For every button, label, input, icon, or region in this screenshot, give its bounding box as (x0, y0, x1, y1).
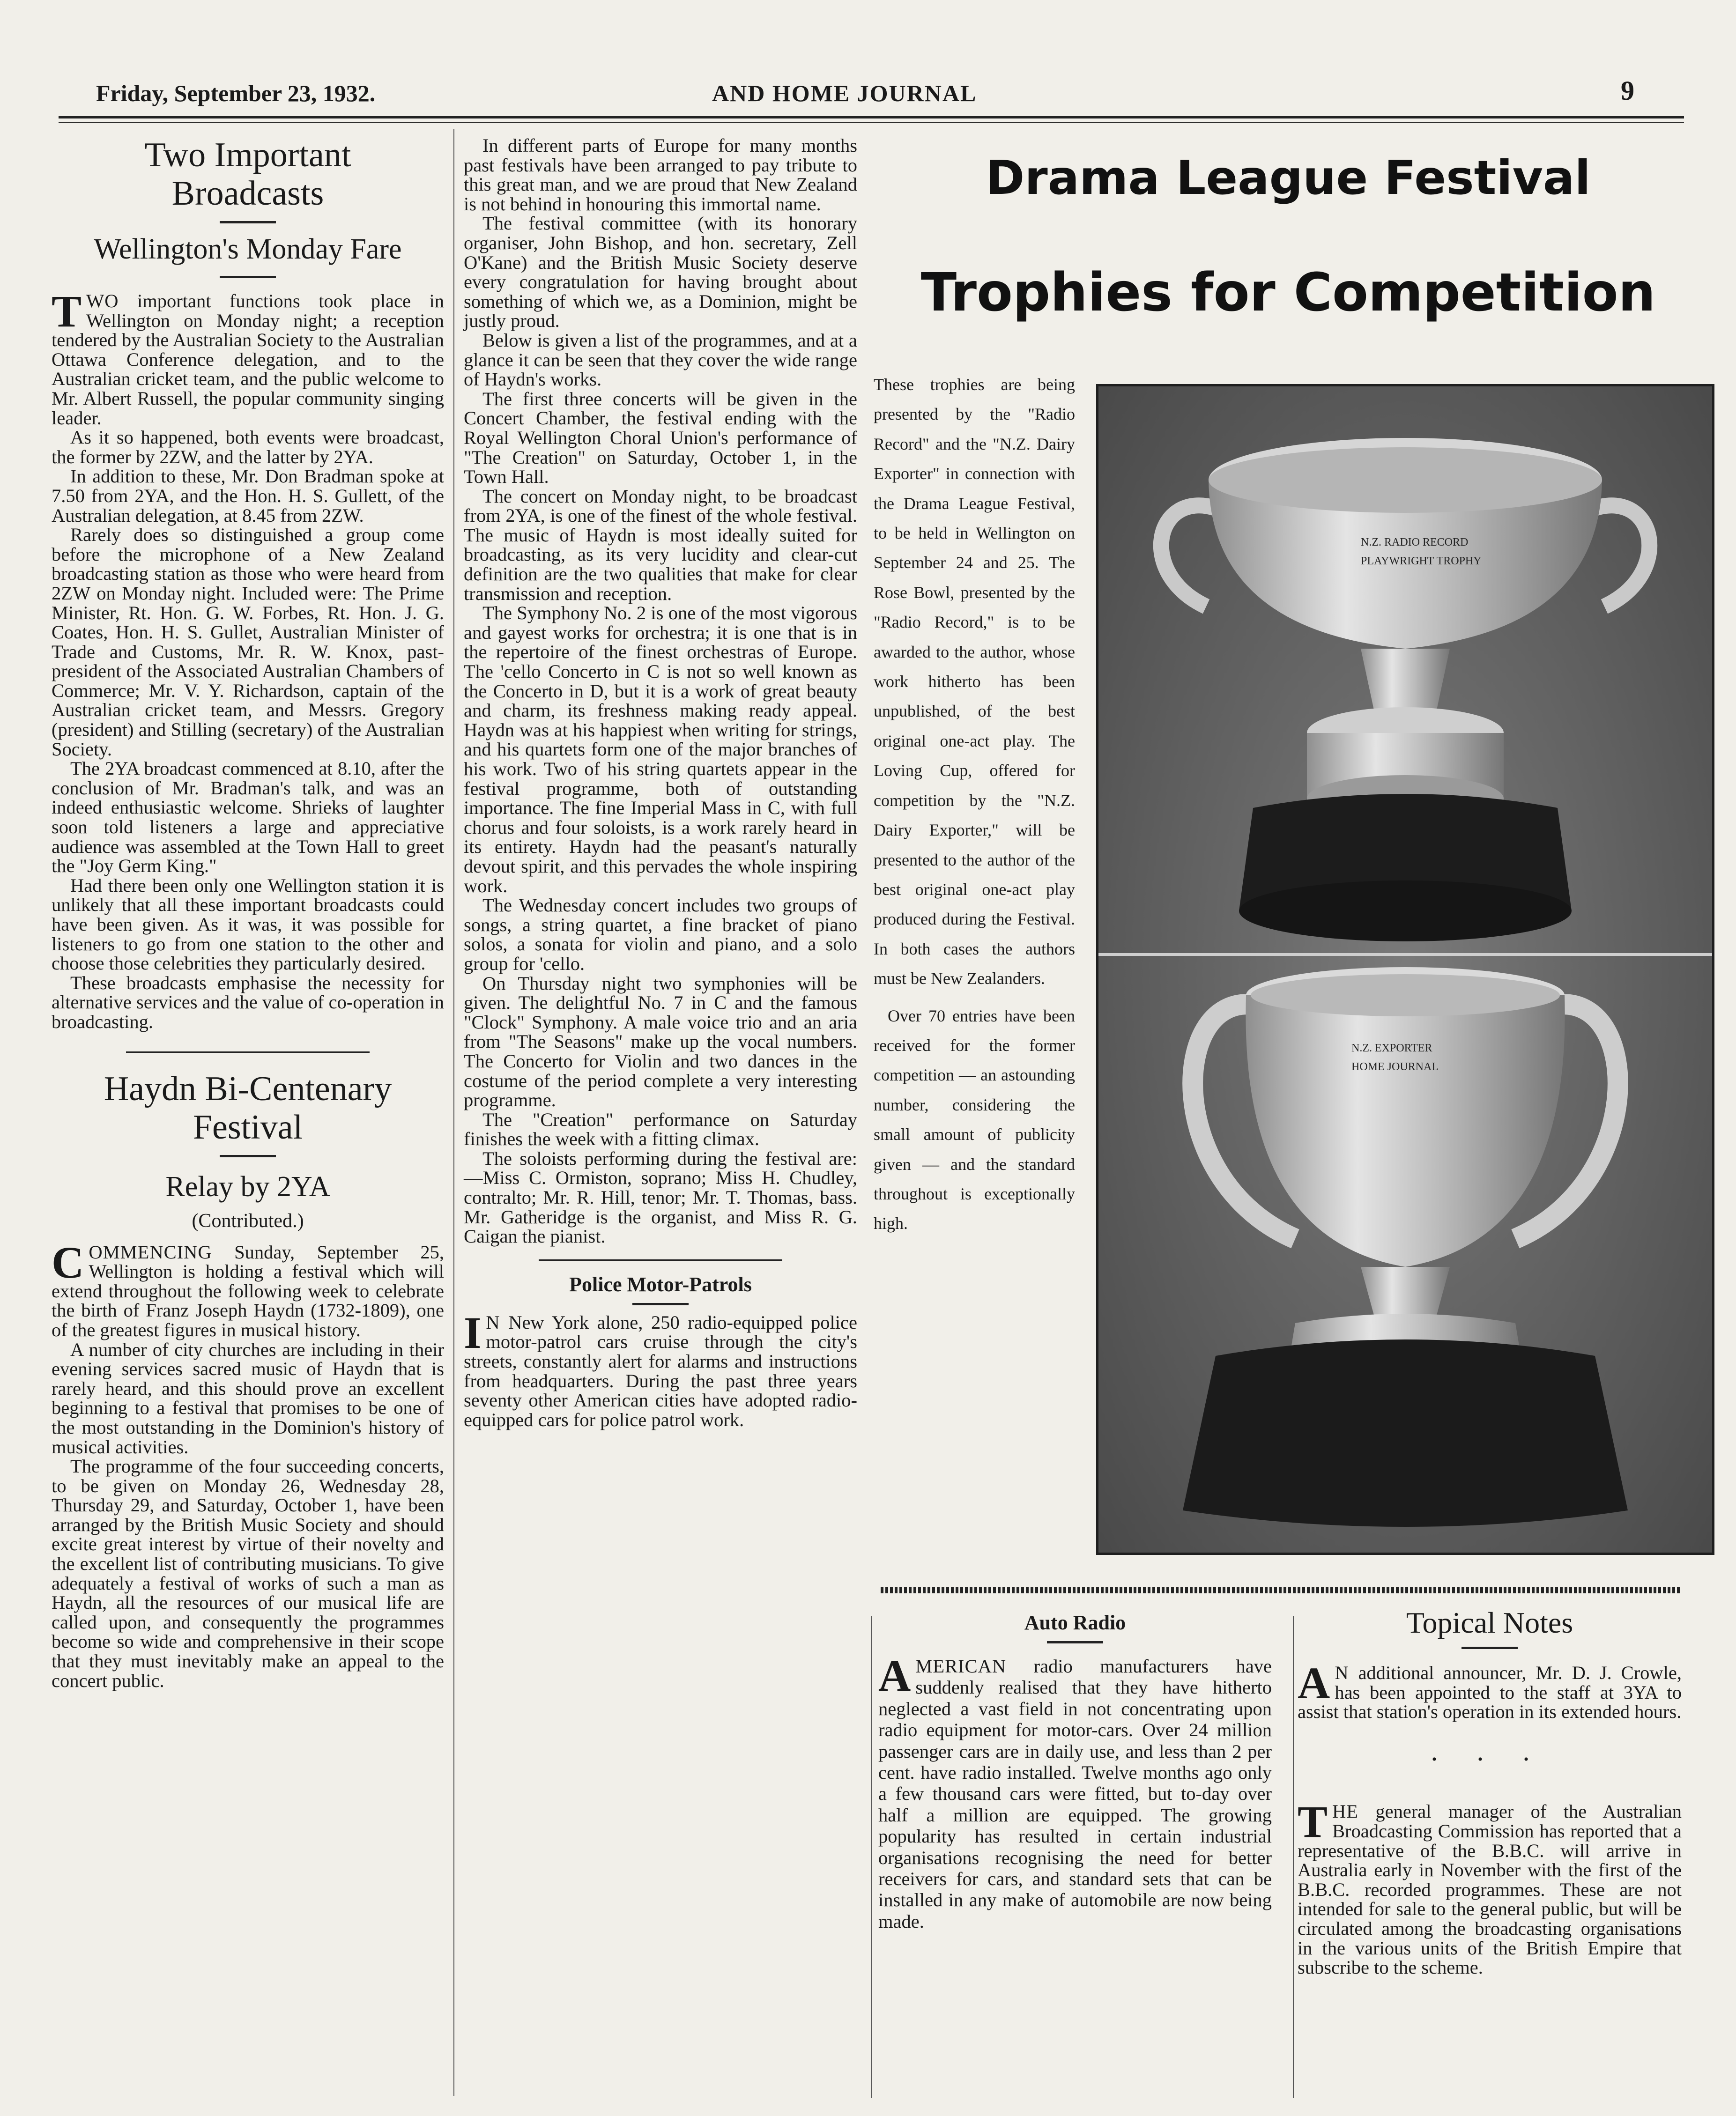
article-paragraph: COMMENCING Sunday, September 25, Wellington is holding a festival which will extend throughout the following week to celebrate the birth of Franz Joseph Haydn (1732-1809), one of the greatest figures in musical history. (52, 1237, 444, 1340)
drop-cap: A (878, 1650, 911, 1701)
masthead-rule (59, 116, 1684, 118)
title-rule (1047, 1641, 1103, 1643)
photo-divider (1098, 953, 1712, 956)
article-paragraph: The first three concerts will be given in the Concert Chamber, the festival ending with the Royal Wellington Choral Union's performance of "The Creation" on Saturday, October 1, in the Town Hall. (464, 388, 857, 488)
article-paragraph: In different parts of Europe for many months past festivals have been arranged to pay tribute to this great man, and we are proud that New Zealand is not behind in honouring this immortal name. (464, 135, 857, 215)
article-paragraph: I N New York alone, 250 radio-equipped police motor-patrol cars cruise through the city's streets, constantly alert for alarms and instructions from headquarters. During the past three years seventy other American cities have adopted radio-equipped cars for police patrol work. (464, 1307, 857, 1430)
article-paragraph: The Symphony No. 2 is one of the most vigorous and gayest works for orchestra; it is one that is in the repertoire of the finest orchestras of Europe. The 'cello Concerto in C is not so well known as the Concerto in D, but it is a work of great beauty and charm, its freshness making ready appeal. Haydn was at his happiest when writing for strings, and his quartets form one of the major branches of his work. Two of his string quartets appear in the festival programme, both of outstanding importance. The fine Imperial Mass in C, with full chorus and four soloists, is a work rarely heard in its entirety. Haydn had the peasant's naturally devout spirit, and this pervades the whole inspiring work. (464, 602, 857, 896)
article-paragraph: Had there been only one Wellington station it is unlikely that all these important broadcasts could have been given. As it was, it was possible for listeners to go from one station to the other and choose those celebrities they particularly desired. (52, 874, 444, 974)
article-paragraph: AMERICAN radio manufacturers have suddenly realised that they have hitherto neglected a vast field in not concentrating upon radio equipment for motor-cars. Over 24 million passenger cars are in daily use, and less than 2 per cent. have radio installed. Twelve months ago only a few thousand cars were fitted, but to-day over half a million are equipped. The growing popularity has resulted in certain industrial organisations recognising the need for better receivers for cars, and standard sets that can be installed in any make of automobile are now being made. (878, 1650, 1272, 1932)
drama-subtitle: Trophies for Competition (920, 262, 1656, 323)
section-rule (539, 1259, 782, 1261)
caption-paragraph: These trophies are being presented by the "Radio Record" and the "N.Z. Dairy Exporter" in connection with the Drama League Festival, to be held in Wellington on September 24 and 25. The Rose Bowl, presented by the "Radio Record," is to be awarded to the author, whose work hitherto has been unpublished, of the best original one-act play. The Loving Cup, offered for competition by the "N.Z. Dairy Exporter," will be presented to the author of the best original one-act play produced during the Festival. In both cases the authors must be New Zealanders. (874, 375, 1075, 988)
contributed-note: (Contributed.) (192, 1210, 304, 1232)
page-number: 9 (1621, 75, 1634, 106)
auto-radio-title: Auto Radio (1024, 1611, 1126, 1634)
column-divider (871, 1616, 872, 2098)
svg-text:PLAYWRIGHT TROPHY: PLAYWRIGHT TROPHY (1361, 555, 1482, 567)
article-paragraph: The "Creation" performance on Saturday finishes the week with a fitting climax. (464, 1109, 857, 1150)
title-rule (220, 1155, 276, 1157)
two-broadcasts-subtitle: Wellington's Monday Fare (94, 233, 402, 265)
note-separator: • • • (1432, 1751, 1548, 1767)
title-rule (220, 221, 276, 223)
drop-cap: T (1298, 1797, 1328, 1847)
auto-radio-article (878, 1611, 1272, 1932)
article-paragraph: The Wednesday concert includes two groups of songs, a string quartet, a fine bracket of piano solos, a sonata for violin and piano, and a solo group for 'cello. (464, 895, 857, 974)
article-paragraph: TWO important functions took place in Wellington on Monday night; a reception tendered by the Australian Society to the Australian Ottawa Conference delegation, and to the Australian cricket team, and the public welcome to Mr. Albert Russell, the popular community singing leader. (52, 286, 444, 429)
article-paragraph: As it so happened, both events were broadcast, the former by 2ZW, and the latter by 2YA. (52, 427, 444, 467)
section-hatched-rule (881, 1587, 1682, 1593)
column-two (464, 136, 857, 1429)
haydn-title: Haydn Bi-Centenary Festival (104, 1069, 392, 1147)
svg-text:HOME JOURNAL: HOME JOURNAL (1351, 1061, 1439, 1073)
column-divider (453, 129, 454, 2096)
topical-notes (1298, 1606, 1682, 1977)
article-paragraph: On Thursday night two symphonies will be given. The delightful No. 7 in C and the famous "Clock" Symphony. A male voice trio and an aria from "The Seasons" make up the vocal numbers. The Concerto for Violin and two dances in the costume of the period complete a very interesting programme. (464, 972, 857, 1111)
article-paragraph: In addition to these, Mr. Don Bradman spoke at 7.50 from 2YA, and the Hon. H. S. Gullett, of the Australian delegation, at 8.45 from 2ZW. (52, 466, 444, 526)
note-paragraph: A N additional announcer, Mr. D. J. Crowle, has been appointed to the staff at 3YA to assist that station's operation in its extended hours. (1298, 1658, 1682, 1723)
article-paragraph: Below is given a list of the programmes, and at a glance it can be seen that they cover the wide range of Haydn's works. (464, 329, 857, 390)
caption-paragraph: Over 70 entries have been received for the former competition — an astounding number, considering the small amount of publicity given — and the standard throughout is exceptionally high. (874, 1006, 1075, 1233)
svg-text:N.Z. RADIO RECORD: N.Z. RADIO RECORD (1361, 536, 1469, 548)
title-rule (632, 1303, 689, 1305)
journal-title: AND HOME JOURNAL (712, 80, 977, 106)
subtitle-rule (220, 276, 276, 278)
article-paragraph: The concert on Monday night, to be broadcast from 2YA, is one of the finest of the whole festival. The music of Haydn is most ideally suited for broadcasting, as its very lucidity and clear-cut definition are the two qualities that make for clear transmission and reception. (464, 485, 857, 604)
drop-cap: I (464, 1307, 482, 1358)
trophies-photograph (1096, 384, 1714, 1555)
title-rule (1462, 1647, 1518, 1649)
article-paragraph: These broadcasts emphasise the necessity for alternative services and the value of co-operation in broadcasting. (52, 972, 444, 1032)
drop-cap: T (52, 286, 82, 336)
section-rule (126, 1051, 370, 1053)
masthead-rule-thin (59, 122, 1684, 123)
haydn-subtitle: Relay by 2YA (165, 1170, 330, 1203)
trophies-illustration (1098, 386, 1712, 1553)
note-paragraph: THE general manager of the Australian Broadcasting Commission has reported that a representative of the B.B.C. will arrive in Australia early in November with the first of the B.B.C. recorded programmes. These are not intended for sale to the general public, but will be circulated among the broadcasting organisations in the various units of the British Empire that subscribe to the scheme. (1298, 1797, 1682, 1978)
article-paragraph: The 2YA broadcast commenced at 8.10, after the conclusion of Mr. Bradman's talk, and was an indeed enthusiastic welcome. Shrieks of laughter soon told listeners a large and appreciative audience was assembled at the Town Hall to greet the "Joy Germ King." (52, 758, 444, 877)
trophies-caption (874, 370, 1075, 1239)
police-title: Police Motor-Patrols (569, 1273, 752, 1296)
issue-date: Friday, September 23, 1932. (96, 80, 376, 106)
article-paragraph: The programme of the four succeeding concerts, to be given on Monday 26, Wednesday 28, Thursday 29, and Saturday, October 1, have been arranged by the British Music Society and should excite great interest by virtue of their novelty and the excellent list of contributing musicians. To give adequately a festival of works of such a man as Haydn, all the resources of our musical life are called upon, and consequently the programmes become so wide and comprehensive in their scope that they must inevitably make an appeal to the concert public. (52, 1456, 444, 1691)
drama-title: Drama League Festival (986, 150, 1591, 205)
column-divider (1293, 1616, 1294, 2098)
two-broadcasts-title: Two Important Broadcasts (144, 136, 351, 213)
article-paragraph: The soloists performing during the festival are:—Miss C. Ormiston, soprano; Miss H. Chudley, contralto; Mr. R. Hill, tenor; Mr. T. Thomas, bass. Mr. Gatheridge is the organist, and Miss R. G. Caigan the pianist. (464, 1147, 857, 1247)
drop-cap: A (1298, 1658, 1330, 1708)
article-paragraph: A number of city churches are including in their evening services sacred music of Haydn that is rarely heard, and this should prove an excellent beginning to a festival that promises to be one of the most outstanding in the Dominion's history of musical activities. (52, 1339, 444, 1458)
article-paragraph: The festival committee (with its honorary organiser, John Bishop, and hon. secretary, Zell O'Kane) and the British Music Society deserve every congratulation for having brought about something of which we, as a Dominion, might be justly proud. (464, 213, 857, 332)
article-paragraph: Rarely does so distinguished a group come before the microphone of a New Zealand broadcasting station as those who were heard from 2ZW on Monday night. Included were: The Prime Minister, Rt. Hon. G. W. Forbes, Rt. Hon. J. G. Coates, Hon. H. S. Gullet, Australian Minister of Trade and Customs, Mr. R. W. Knox, past-president of the Associated Australian Chambers of Commerce; Mr. V. Y. Richardson, captain of the Australian cricket team, and Messrs. Gregory (president) and Stilling (secretary) of the Australian Society. (52, 524, 444, 760)
topical-notes-title: Topical Notes (1406, 1606, 1573, 1639)
column-one (52, 136, 444, 1690)
drop-cap: C (52, 1237, 84, 1287)
svg-text:N.Z. EXPORTER: N.Z. EXPORTER (1351, 1042, 1432, 1054)
